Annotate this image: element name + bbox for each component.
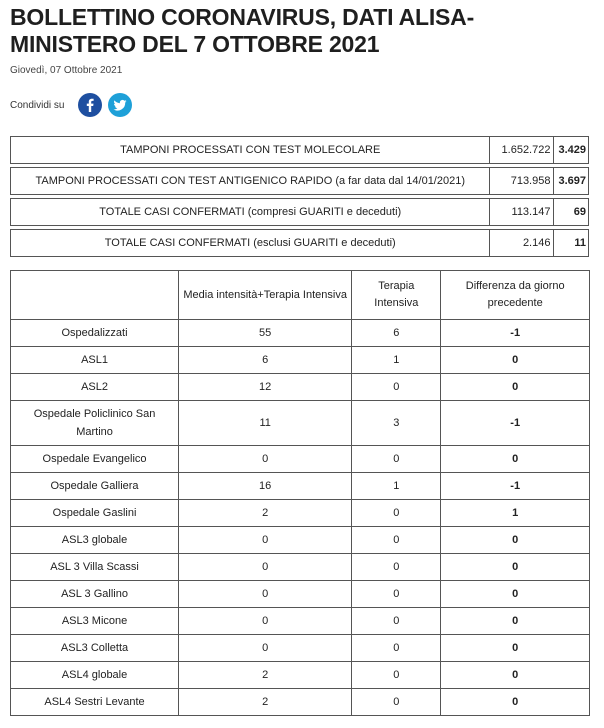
terapia-intensiva-value: 3 <box>352 401 441 446</box>
table-row <box>11 689 590 716</box>
summary-row <box>11 230 589 257</box>
article-date: Giovedì, 07 Ottobre 2021 <box>10 65 123 76</box>
differenza-value: 1 <box>441 500 590 527</box>
table-row <box>11 320 590 347</box>
facility-name: ASL 3 Villa Scassi <box>11 554 179 581</box>
hospital-table <box>10 270 590 716</box>
media-intensita-value: 6 <box>179 347 352 374</box>
terapia-intensiva-value: 0 <box>352 689 441 716</box>
summary-delta: 3.697 <box>554 168 589 195</box>
column-header: Terapia Intensiva <box>352 271 441 320</box>
differenza-value: 0 <box>441 581 590 608</box>
terapia-intensiva-value: 0 <box>352 608 441 635</box>
media-intensita-value: 0 <box>179 608 352 635</box>
differenza-value: -1 <box>441 473 590 500</box>
differenza-value: 0 <box>441 374 590 401</box>
media-intensita-value: 2 <box>179 662 352 689</box>
media-intensita-value: 0 <box>179 527 352 554</box>
table-row <box>11 347 590 374</box>
terapia-intensiva-value: 0 <box>352 581 441 608</box>
twitter-icon[interactable] <box>108 93 132 117</box>
table-row <box>11 500 590 527</box>
media-intensita-value: 55 <box>179 320 352 347</box>
media-intensita-value: 2 <box>179 689 352 716</box>
facility-name: Ospedale Evangelico <box>11 446 179 473</box>
summary-label: TOTALE CASI CONFERMATI (esclusi GUARITI e deceduti) <box>11 230 490 257</box>
table-row <box>11 581 590 608</box>
facility-name: ASL4 Sestri Levante <box>11 689 179 716</box>
share-label: Condividi su <box>10 99 65 111</box>
facility-name: Ospedalizzati <box>11 320 179 347</box>
differenza-value: 0 <box>441 635 590 662</box>
terapia-intensiva-value: 0 <box>352 635 441 662</box>
table-row <box>11 446 590 473</box>
summary-label: TOTALE CASI CONFERMATI (compresi GUARITI e deceduti) <box>11 199 490 226</box>
facility-name: ASL3 Colletta <box>11 635 179 662</box>
media-intensita-value: 0 <box>179 635 352 662</box>
terapia-intensiva-value: 0 <box>352 662 441 689</box>
column-header <box>11 271 179 320</box>
summary-row <box>11 199 589 226</box>
summary-label: TAMPONI PROCESSATI CON TEST ANTIGENICO RAPIDO (a far data dal 14/01/2021) <box>11 168 490 195</box>
differenza-value: 0 <box>441 608 590 635</box>
summary-row <box>11 137 589 164</box>
terapia-intensiva-value: 6 <box>352 320 441 347</box>
differenza-value: 0 <box>441 347 590 374</box>
summary-label: TAMPONI PROCESSATI CON TEST MOLECOLARE <box>11 137 490 164</box>
summary-delta: 11 <box>554 230 589 257</box>
facility-name: ASL3 globale <box>11 527 179 554</box>
table-row <box>11 401 590 446</box>
terapia-intensiva-value: 0 <box>352 374 441 401</box>
summary-value: 1.652.722 <box>490 137 554 164</box>
terapia-intensiva-value: 0 <box>352 527 441 554</box>
table-row <box>11 527 590 554</box>
share-bar <box>10 92 138 118</box>
summary-value: 113.147 <box>490 199 554 226</box>
media-intensita-value: 2 <box>179 500 352 527</box>
media-intensita-value: 0 <box>179 554 352 581</box>
terapia-intensiva-value: 0 <box>352 500 441 527</box>
differenza-value: -1 <box>441 320 590 347</box>
differenza-value: -1 <box>441 401 590 446</box>
differenza-value: 0 <box>441 554 590 581</box>
table-row <box>11 374 590 401</box>
facility-name: ASL4 globale <box>11 662 179 689</box>
facility-name: ASL2 <box>11 374 179 401</box>
column-header: Media intensità+Terapia Intensiva <box>179 271 352 320</box>
media-intensita-value: 11 <box>179 401 352 446</box>
terapia-intensiva-value: 1 <box>352 347 441 374</box>
table-header-row <box>11 271 590 320</box>
facility-name: ASL 3 Gallino <box>11 581 179 608</box>
facility-name: Ospedale Galliera <box>11 473 179 500</box>
summary-value: 2.146 <box>490 230 554 257</box>
column-header: Differenza da giorno precedente <box>441 271 590 320</box>
summary-delta: 3.429 <box>554 137 589 164</box>
terapia-intensiva-value: 0 <box>352 554 441 581</box>
table-row <box>11 473 590 500</box>
differenza-value: 0 <box>441 527 590 554</box>
summary-value: 713.958 <box>490 168 554 195</box>
differenza-value: 0 <box>441 446 590 473</box>
summary-table <box>10 136 589 257</box>
media-intensita-value: 12 <box>179 374 352 401</box>
facility-name: Ospedale Policlinico San Martino <box>11 401 179 446</box>
media-intensita-value: 0 <box>179 446 352 473</box>
facebook-icon[interactable] <box>78 93 102 117</box>
media-intensita-value: 16 <box>179 473 352 500</box>
article-title: BOLLETTINO CORONAVIRUS, DATI ALISA-MINISTERO DEL 7 OTTOBRE 2021 <box>10 4 475 57</box>
facility-name: ASL1 <box>11 347 179 374</box>
table-row <box>11 662 590 689</box>
terapia-intensiva-value: 0 <box>352 446 441 473</box>
table-row <box>11 554 590 581</box>
facility-name: Ospedale Gaslini <box>11 500 179 527</box>
summary-row <box>11 168 589 195</box>
media-intensita-value: 0 <box>179 581 352 608</box>
summary-delta: 69 <box>554 199 589 226</box>
table-row <box>11 608 590 635</box>
terapia-intensiva-value: 1 <box>352 473 441 500</box>
facility-name: ASL3 Micone <box>11 608 179 635</box>
differenza-value: 0 <box>441 689 590 716</box>
table-row <box>11 635 590 662</box>
differenza-value: 0 <box>441 662 590 689</box>
